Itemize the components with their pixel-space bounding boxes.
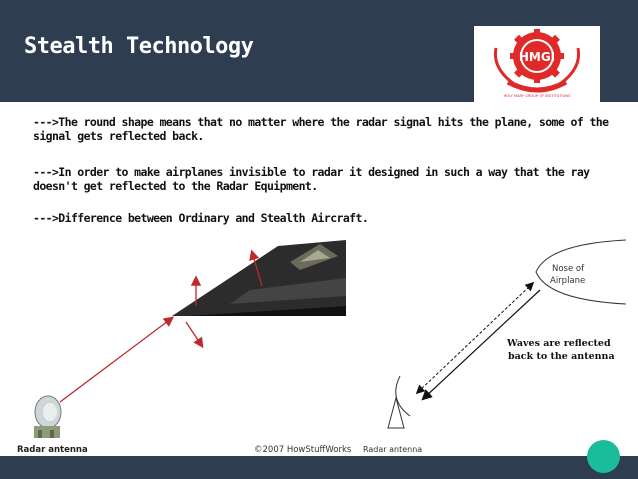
paragraph-round-shape: --->The round shape means that no matter where the radar signal hits the plane, some of the signal gets reflected back. — [33, 115, 609, 143]
left-radar-antenna-icon — [34, 396, 61, 438]
waves-label-line1: Waves are reflected — [507, 338, 611, 349]
paragraph-invisible-radar: --->In order to make airplanes invisible to radar it designed in such a way that the ray doesn't get reflected to the Radar Equipment. — [33, 165, 590, 193]
paragraph-difference: --->Difference between Ordinary and Stealth Aircraft. — [33, 211, 369, 225]
institution-logo — [474, 26, 600, 102]
right-antenna-label: Radar antenna — [363, 445, 423, 454]
right-radar-antenna-icon — [388, 376, 410, 428]
copyright-text: ©2007 HowStuffWorks — [254, 445, 352, 455]
left-antenna-label: Radar antenna — [17, 445, 88, 455]
nose-label-line1: Nose of — [552, 264, 585, 274]
logo-gear-icon — [474, 26, 600, 102]
radar-diagram — [0, 236, 638, 458]
slide-title: Stealth Technology — [24, 34, 254, 59]
logo-text: HMGI — [518, 50, 556, 64]
slide-footer — [0, 456, 638, 479]
nose-label-line2: Airplane — [550, 276, 586, 286]
slide-action-button[interactable] — [587, 440, 620, 473]
logo-ring-text: HOLY MARY GROUP OF INSTITUTIONS — [503, 94, 571, 98]
waves-label-line2: back to the antenna — [508, 351, 615, 362]
